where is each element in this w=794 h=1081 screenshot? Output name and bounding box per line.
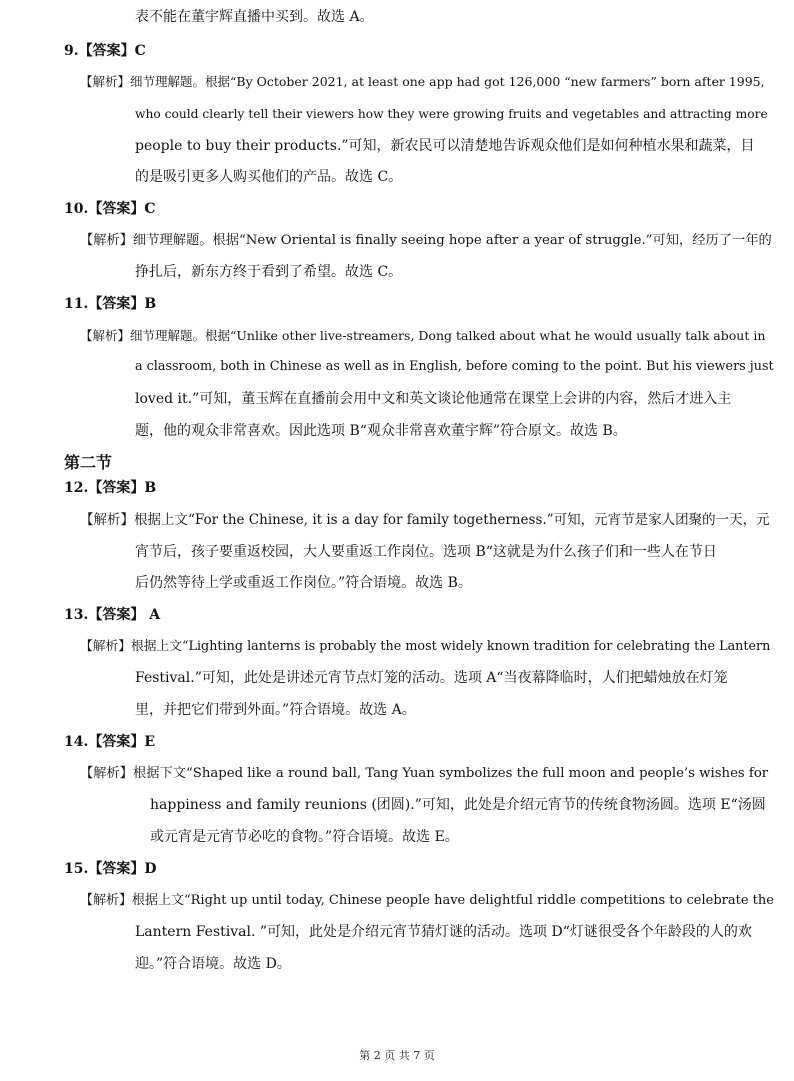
analysis-line: 的是吸引更多人购买他们的产品。故选 C。: [135, 169, 403, 185]
answer-heading-10: 10.【答案】C: [64, 201, 156, 217]
analysis-line: people to buy their products.”可知，新农民可以清楚地告诉观众他们是如何种植水果和蔬菜，目: [135, 138, 755, 154]
text-line: 表不能在董宇辉直播中买到。故选 A。: [135, 9, 374, 25]
analysis-line: 后仍然等待上学或重返工作岗位。”符合语境。故选 B。: [135, 575, 472, 591]
analysis-line: a classroom, both in Chinese as well as in English, before coming to the point. But his viewers just: [135, 359, 774, 374]
page-footer: 第 2 页 共 7 页: [359, 1049, 435, 1062]
section-title: 第二节: [64, 453, 113, 472]
analysis-line: Festival.”可知，此处是讲述元宵节点灯笼的活动。选项 A“当夜幕降临时，人们把蜡烛放在灯笼: [135, 670, 728, 686]
analysis-line: 【解析】细节理解题。根据“New Oriental is finally seeing hope after a year of struggle.”可知，经历了一年的: [80, 233, 772, 248]
analysis-line: 或元宵是元宵节必吃的食物。”符合语境。故选 E。: [150, 829, 459, 845]
analysis-line: 【解析】根据上文“For the Chinese, it is a day for family togetherness.”可知，元宵节是家人团聚的一天，元: [80, 512, 770, 528]
analysis-line: Lantern Festival. ”可知，此处是介绍元宵节猜灯谜的活动。选项 D“灯谜很受各个年龄段的人的欢: [135, 924, 752, 940]
analysis-line: loved it.”可知，董玉辉在直播前会用中文和英文谈论他通常在课堂上会讲的内容，然后才进入主: [135, 391, 732, 407]
analysis-line: happiness and family reunions (团圆).”可知，此处是介绍元宵节的传统食物汤圆。选项 E“汤圆: [150, 797, 766, 813]
analysis-line: who could clearly tell their viewers how they were growing fruits and vegetables and attracting more: [135, 107, 768, 121]
analysis-line: 【解析】根据上文“Lighting lanterns is probably the most widely known tradition for celebrating the Lantern: [80, 639, 771, 654]
answer-heading-13: 13.【答案】 A: [64, 607, 161, 623]
analysis-line: 【解析】细节理解题。根据“Unlike other live-streamers, Dong talked about what he would usually talk about in: [80, 328, 766, 343]
answer-heading-14: 14.【答案】E: [64, 734, 156, 750]
answer-heading-11: 11.【答案】B: [64, 296, 157, 312]
answer-heading-9: 9.【答案】C: [64, 43, 146, 59]
answer-heading-12: 12.【答案】B: [64, 480, 157, 496]
answer-heading-15: 15.【答案】D: [64, 861, 157, 877]
analysis-line: 【解析】根据上文“Right up until today, Chinese people have delightful riddle competitions to celebrate the: [80, 893, 774, 908]
analysis-line: 迎。”符合语境。故选 D。: [135, 956, 291, 972]
analysis-line: 题，他的观众非常喜欢。因此选项 B“观众非常喜欢董宇辉”符合原文。故选 B。: [135, 423, 627, 439]
analysis-line: 【解析】细节理解题。根据“By October 2021, at least one app had got 126,000 “new farmers” born after 1995,: [80, 74, 765, 89]
analysis-line: 宵节后，孩子要重返校园，大人要重返工作岗位。选项 B“这就是为什么孩子们和一些人在节日: [135, 544, 717, 560]
analysis-line: 挣扎后，新东方终于看到了希望。故选 C。: [135, 264, 403, 280]
analysis-line: 【解析】根据下文“Shaped like a round ball, Tang Yuan symbolizes the full moon and people’s wishes for: [80, 766, 769, 781]
analysis-line: 里，并把它们带到外面。”符合语境。故选 A。: [135, 702, 416, 718]
